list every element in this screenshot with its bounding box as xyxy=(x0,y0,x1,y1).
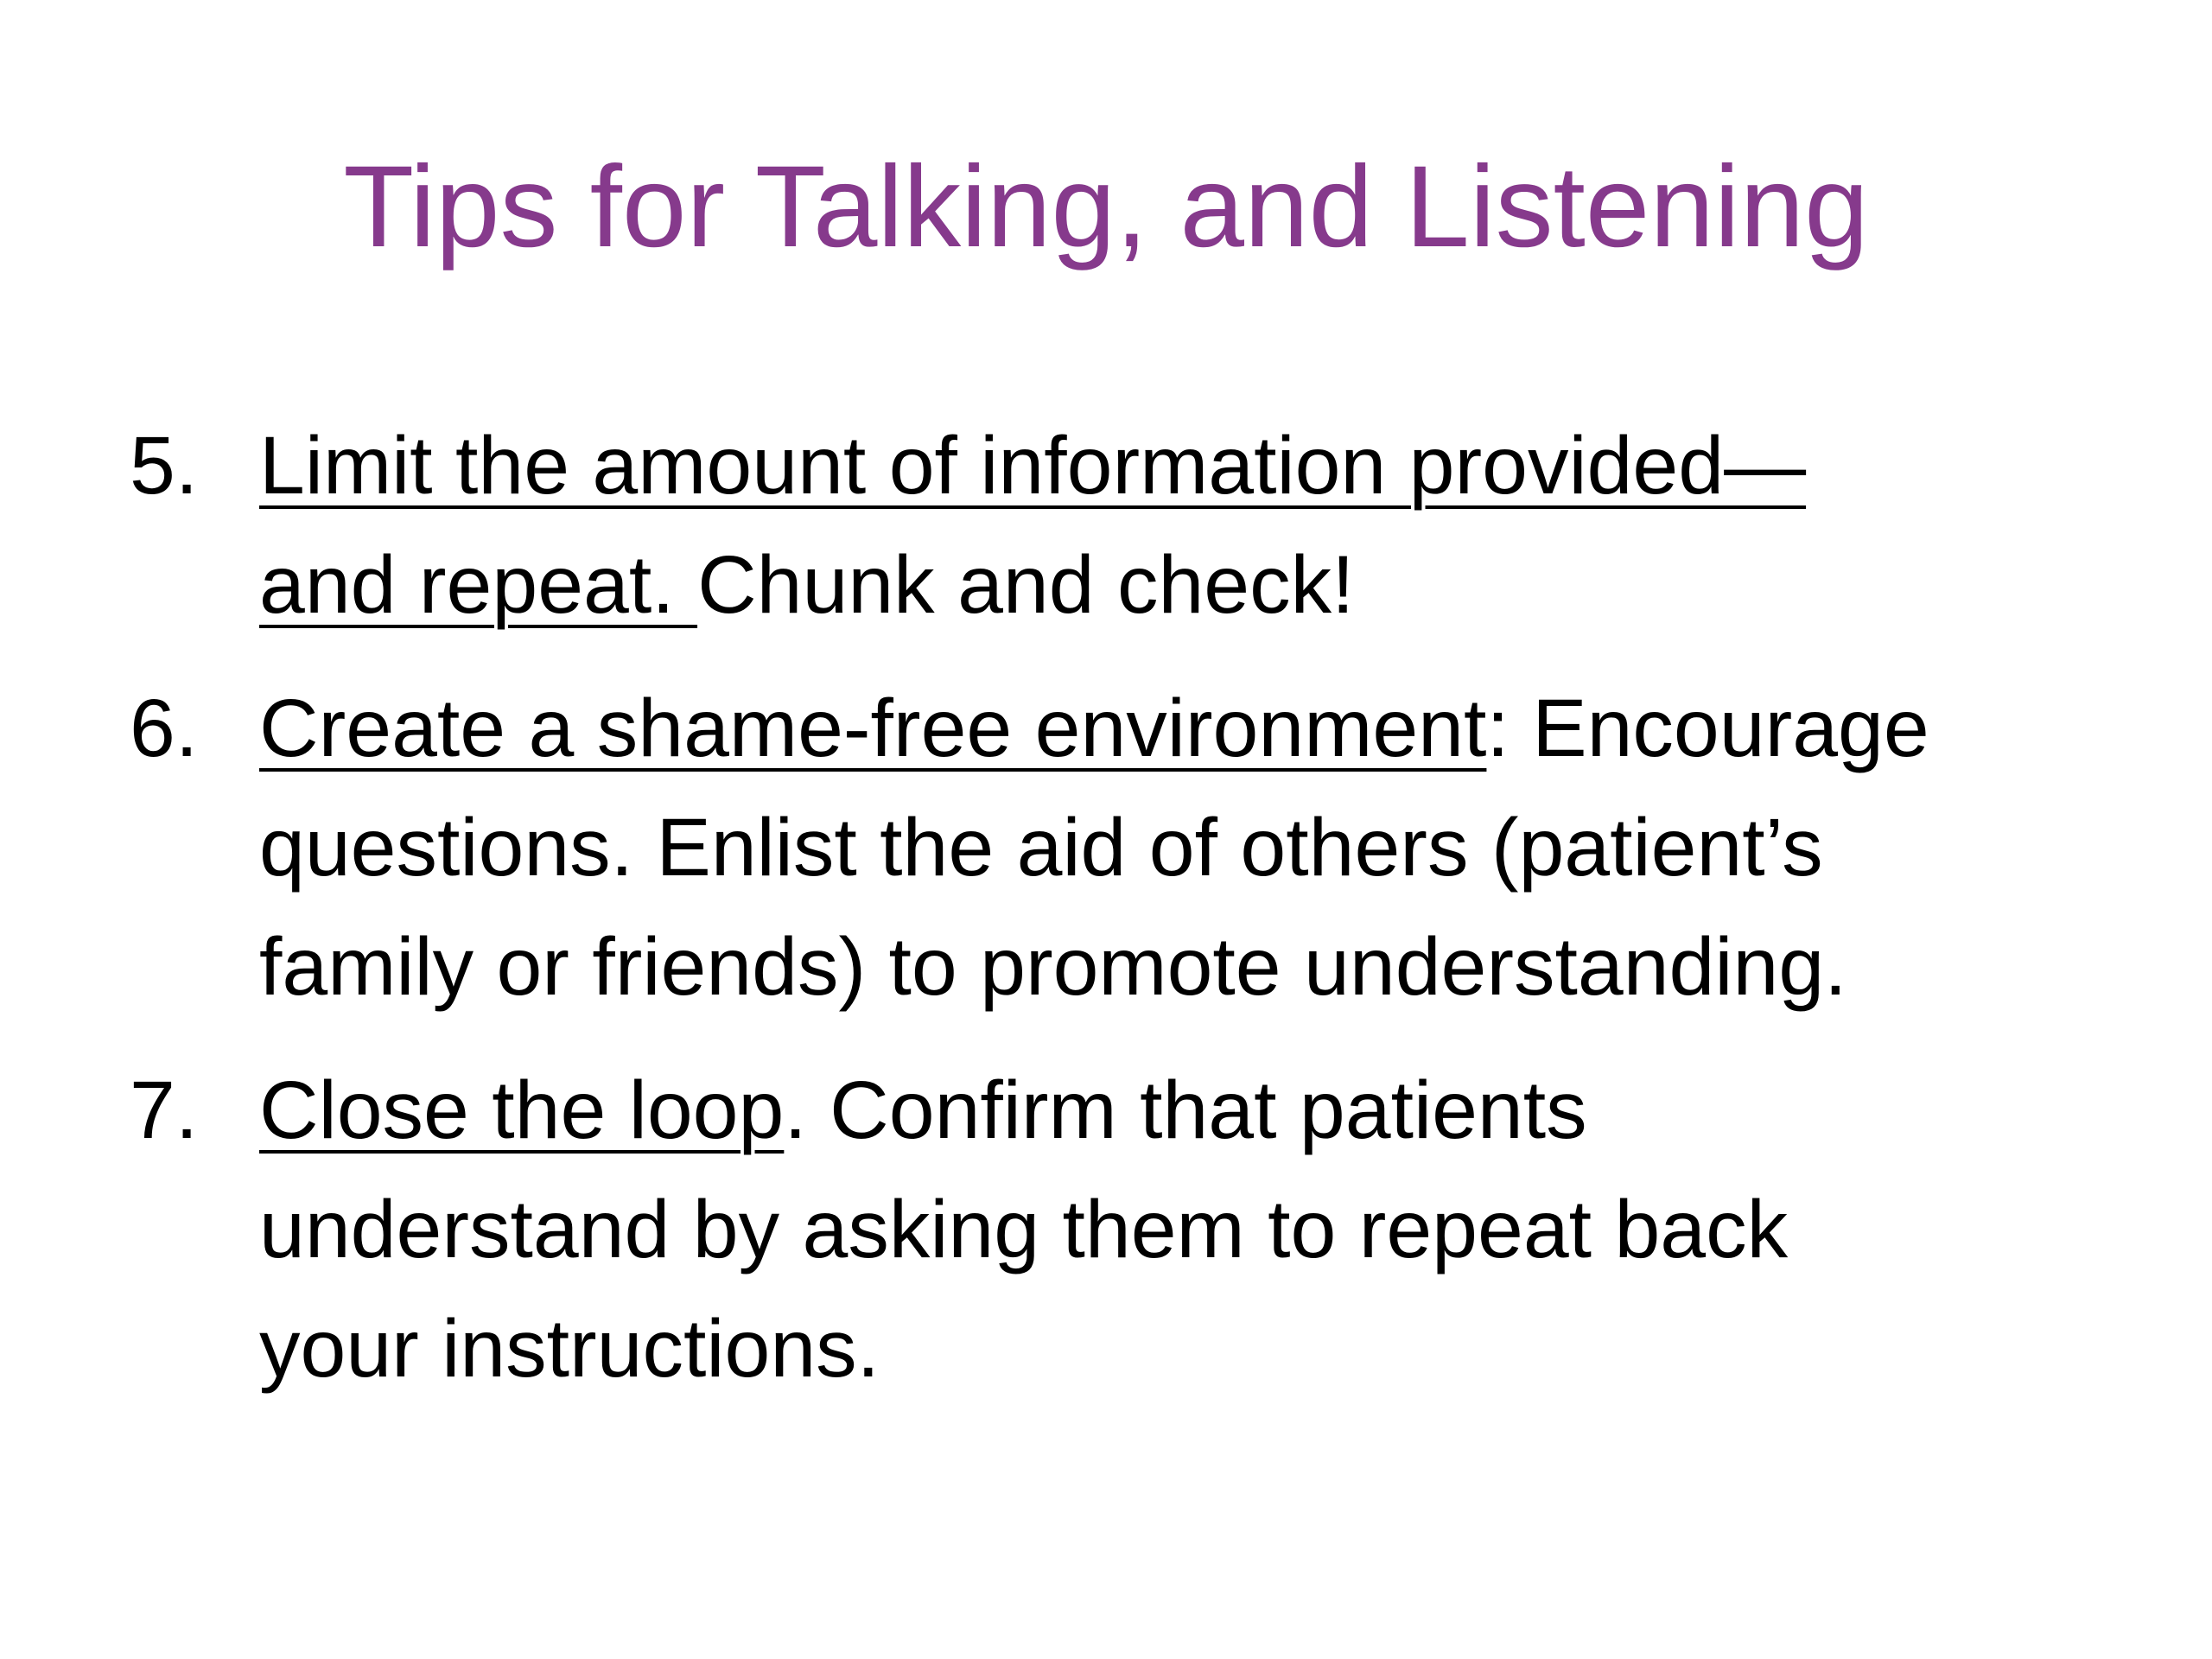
tip-item-6 xyxy=(130,669,2117,1027)
tip-underlined-text: Close the loop xyxy=(259,1065,785,1156)
tip-item-5 xyxy=(130,406,2117,645)
tip-number: 5. xyxy=(130,420,199,512)
tip-plain-text: your instructions. xyxy=(259,1303,880,1395)
tip-underlined-text: Limit the amount of information provided— xyxy=(259,420,1807,512)
tip-plain-text: understand by asking them to repeat back xyxy=(259,1184,1789,1275)
tip-plain-text: Chunk and check! xyxy=(697,539,1355,631)
tip-plain-text: . Confirm that patients xyxy=(784,1065,1587,1156)
tips-list xyxy=(130,406,2117,1433)
slide-title: Tips for Talking, and Listening xyxy=(343,143,1869,271)
tip-text xyxy=(259,683,1929,1013)
tip-underlined-text: and repeat. xyxy=(259,539,698,631)
tip-plain-text: : Encourage xyxy=(1486,683,1929,774)
tip-text xyxy=(259,1065,1788,1395)
tip-number: 7. xyxy=(130,1065,199,1156)
tip-number: 6. xyxy=(130,683,199,774)
tip-item-7 xyxy=(130,1051,2117,1408)
tip-text xyxy=(259,420,1806,631)
tip-plain-text: questions. Enlist the aid of others (patient’s xyxy=(259,802,1823,893)
tip-plain-text: family or friends) to promote understanding. xyxy=(259,921,1847,1013)
tip-underlined-text: Create a shame-free environment xyxy=(259,683,1487,774)
